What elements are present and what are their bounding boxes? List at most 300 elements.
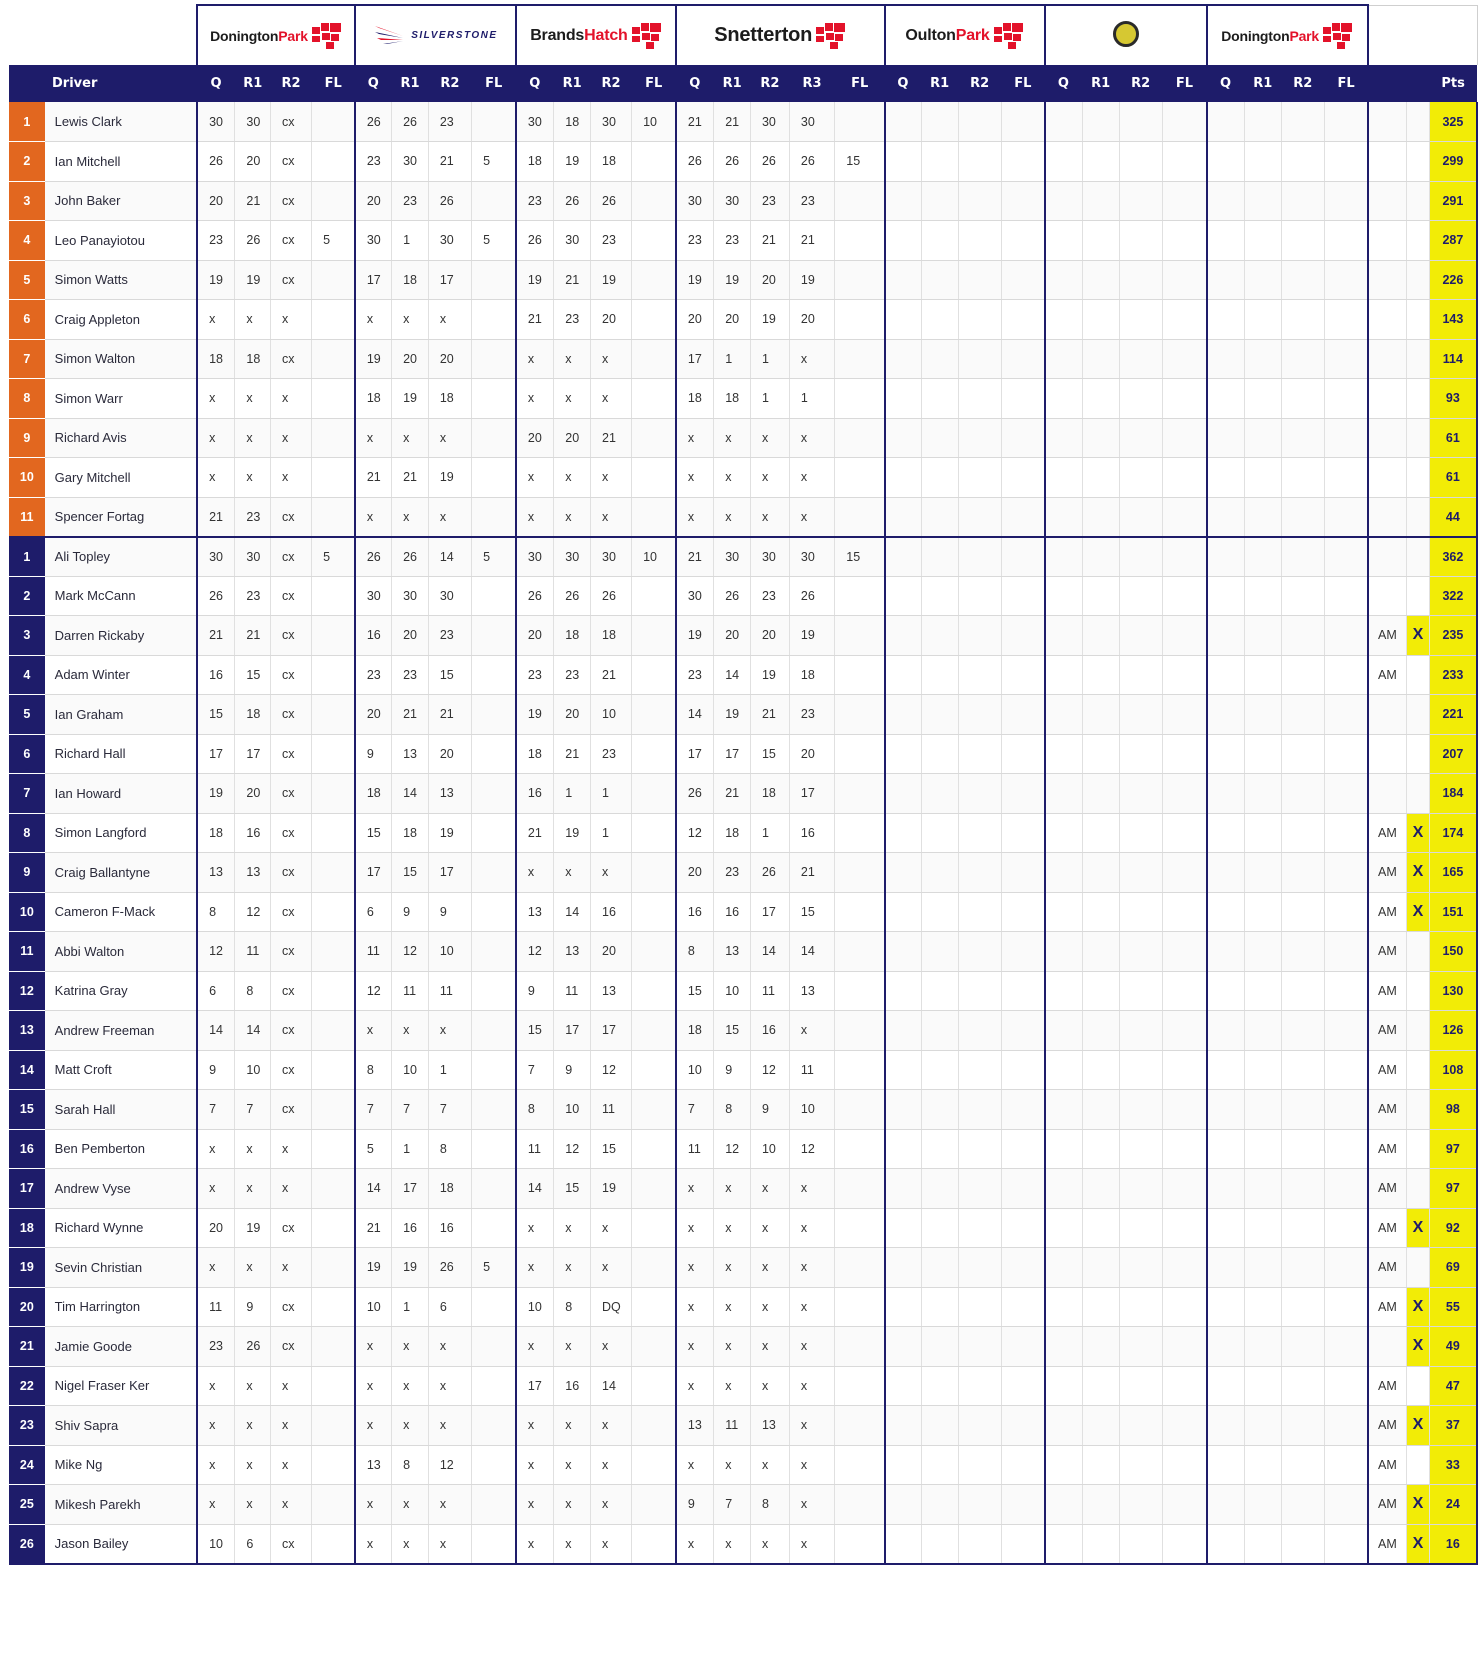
driver-name[interactable]: Cameron F-Mack (45, 892, 197, 932)
result-cell: 11 (392, 971, 429, 1011)
result-cell: 30 (355, 576, 392, 616)
result-cell: 23 (789, 695, 834, 735)
table-row[interactable] (9, 971, 1477, 1011)
result-cell (921, 221, 958, 261)
result-cell: x (428, 497, 471, 537)
result-cell (958, 853, 1001, 893)
result-cell (1281, 1169, 1324, 1209)
result-cell (1082, 1366, 1119, 1406)
driver-name[interactable]: Shiv Sapra (45, 1406, 197, 1446)
result-cell: x (591, 339, 632, 379)
driver-name[interactable]: Leo Panayiotou (45, 221, 197, 261)
result-cell: 8 (554, 1287, 591, 1327)
table-row[interactable] (9, 300, 1477, 340)
result-cell: 7 (516, 1050, 554, 1090)
result-cell: 10 (676, 1050, 714, 1090)
driver-name[interactable]: Spencer Fortag (45, 497, 197, 537)
table-row[interactable] (9, 418, 1477, 458)
driver-name[interactable]: Andrew Freeman (45, 1011, 197, 1051)
result-cell: x (271, 1485, 312, 1525)
result-cell (1281, 1050, 1324, 1090)
position-cell: 11 (9, 932, 45, 972)
result-cell (1082, 1327, 1119, 1367)
result-cell: x (235, 1248, 271, 1288)
result-cell (312, 379, 355, 419)
result-cell (1244, 1129, 1281, 1169)
result-cell: x (789, 497, 834, 537)
result-cell: x (554, 853, 591, 893)
result-cell (1281, 1129, 1324, 1169)
points-cell: 49 (1429, 1327, 1477, 1367)
result-cell: 30 (554, 537, 591, 577)
result-cell: x (714, 1287, 751, 1327)
result-cell (885, 1445, 922, 1485)
x-marker-cell (1407, 379, 1430, 419)
points-cell: 287 (1429, 221, 1477, 261)
am-class-cell (1368, 734, 1407, 774)
table-row[interactable] (9, 734, 1477, 774)
result-cell: 11 (591, 1090, 632, 1130)
result-cell (958, 458, 1001, 498)
result-cell: 15 (428, 655, 471, 695)
result-cell (472, 932, 516, 972)
result-cell (1082, 616, 1119, 656)
table-row[interactable] (9, 497, 1477, 537)
result-cell: 23 (789, 181, 834, 221)
table-row[interactable] (9, 458, 1477, 498)
driver-name[interactable]: Ian Graham (45, 695, 197, 735)
result-cell (1162, 1366, 1206, 1406)
am-class-cell: AM (1368, 971, 1407, 1011)
result-cell: 8 (516, 1090, 554, 1130)
result-cell: 21 (789, 853, 834, 893)
result-cell (1207, 1248, 1245, 1288)
driver-name[interactable]: Sarah Hall (45, 1090, 197, 1130)
result-cell (921, 1090, 958, 1130)
result-cell: 12 (355, 971, 392, 1011)
result-cell (1324, 1524, 1367, 1564)
points-cell: 130 (1429, 971, 1477, 1011)
result-cell (312, 1090, 355, 1130)
result-cell (312, 1169, 355, 1209)
am-class-cell: AM (1368, 1406, 1407, 1446)
result-cell: 21 (554, 734, 591, 774)
result-cell: 8 (392, 1445, 429, 1485)
result-cell: x (197, 458, 235, 498)
position-cell: 9 (9, 853, 45, 893)
result-cell (1324, 1327, 1367, 1367)
table-row[interactable] (9, 655, 1477, 695)
result-cell: 9 (428, 892, 471, 932)
driver-name[interactable]: Darren Rickaby (45, 616, 197, 656)
driver-name[interactable]: Ali Topley (45, 537, 197, 577)
result-cell: 23 (516, 655, 554, 695)
result-cell (885, 892, 922, 932)
result-cell (1045, 339, 1083, 379)
result-cell: 13 (516, 892, 554, 932)
result-cell (958, 260, 1001, 300)
result-cell (885, 1248, 922, 1288)
result-cell: x (591, 1248, 632, 1288)
driver-name[interactable]: Nigel Fraser Ker (45, 1366, 197, 1406)
driver-name[interactable]: Andrew Vyse (45, 1169, 197, 1209)
result-cell: 20 (554, 418, 591, 458)
result-cell (921, 181, 958, 221)
result-cell: 30 (355, 221, 392, 261)
driver-name[interactable]: Abbi Walton (45, 932, 197, 972)
table-row[interactable] (9, 576, 1477, 616)
result-cell (1324, 102, 1367, 142)
result-cell (1162, 1208, 1206, 1248)
result-cell (885, 774, 922, 814)
result-cell: x (750, 1208, 789, 1248)
table-row[interactable] (9, 892, 1477, 932)
table-row[interactable] (9, 932, 1477, 972)
result-cell: x (789, 1327, 834, 1367)
session-header: FL (835, 65, 885, 102)
table-row[interactable] (9, 260, 1477, 300)
result-cell: 10 (197, 1524, 235, 1564)
result-cell: 18 (516, 734, 554, 774)
result-cell: 18 (676, 1011, 714, 1051)
driver-name[interactable]: Ian Howard (45, 774, 197, 814)
table-row[interactable] (9, 1011, 1477, 1051)
driver-name[interactable]: Craig Ballantyne (45, 853, 197, 893)
result-cell (472, 102, 516, 142)
table-row[interactable] (9, 1366, 1477, 1406)
result-cell: 6 (428, 1287, 471, 1327)
result-cell (1207, 1050, 1245, 1090)
driver-name[interactable]: Jason Bailey (45, 1524, 197, 1564)
driver-name[interactable]: Tim Harrington (45, 1287, 197, 1327)
result-cell: 30 (235, 102, 271, 142)
result-cell: 26 (355, 102, 392, 142)
result-cell: 30 (750, 102, 789, 142)
track-name-a: Donington (1221, 27, 1290, 44)
result-cell: x (676, 1287, 714, 1327)
result-cell (1281, 1011, 1324, 1051)
result-cell (1162, 181, 1206, 221)
table-row[interactable] (9, 1524, 1477, 1564)
result-cell (1244, 1248, 1281, 1288)
x-marker-cell: X (1407, 853, 1430, 893)
points-cell: 299 (1429, 142, 1477, 182)
result-cell (885, 1524, 922, 1564)
result-cell (1001, 221, 1044, 261)
result-cell (1119, 1524, 1162, 1564)
points-cell: 47 (1429, 1366, 1477, 1406)
position-cell: 7 (9, 339, 45, 379)
driver-name[interactable]: Lewis Clark (45, 102, 197, 142)
result-cell (1001, 774, 1044, 814)
driver-name[interactable]: Katrina Gray (45, 971, 197, 1011)
table-row[interactable] (9, 102, 1477, 142)
result-cell (835, 892, 885, 932)
driver-name[interactable]: Simon Warr (45, 379, 197, 419)
result-cell: x (750, 1524, 789, 1564)
result-cell: 19 (355, 339, 392, 379)
table-row[interactable] (9, 142, 1477, 182)
result-cell (885, 1090, 922, 1130)
position-cell: 21 (9, 1327, 45, 1367)
points-cell: 325 (1429, 102, 1477, 142)
result-cell: 10 (235, 1050, 271, 1090)
result-cell: x (271, 379, 312, 419)
result-cell (1244, 1485, 1281, 1525)
table-row[interactable] (9, 1208, 1477, 1248)
result-cell (1207, 221, 1245, 261)
result-cell (1119, 102, 1162, 142)
table-row[interactable] (9, 1327, 1477, 1367)
table-row[interactable] (9, 537, 1477, 577)
table-row[interactable] (9, 1090, 1477, 1130)
driver-name[interactable]: Simon Watts (45, 260, 197, 300)
driver-name[interactable]: Ian Mitchell (45, 142, 197, 182)
result-cell (1281, 774, 1324, 814)
am-class-cell: AM (1368, 1524, 1407, 1564)
driver-name[interactable]: Jamie Goode (45, 1327, 197, 1367)
table-row[interactable] (9, 339, 1477, 379)
position-cell: 22 (9, 1366, 45, 1406)
result-cell (835, 102, 885, 142)
result-cell (1244, 932, 1281, 972)
driver-name[interactable]: Matt Croft (45, 1050, 197, 1090)
result-cell (1324, 1406, 1367, 1446)
result-cell (1281, 221, 1324, 261)
result-cell: 18 (591, 142, 632, 182)
result-cell (312, 853, 355, 893)
result-cell (1001, 892, 1044, 932)
track-logo (373, 22, 497, 49)
track-name (210, 28, 308, 44)
track-logo (1113, 21, 1139, 47)
am-class-cell: AM (1368, 1248, 1407, 1288)
result-cell (885, 102, 922, 142)
result-cell: cx (271, 1090, 312, 1130)
result-cell (835, 418, 885, 458)
result-cell (1162, 1287, 1206, 1327)
result-cell (1082, 1485, 1119, 1525)
x-marker-cell (1407, 142, 1430, 182)
result-cell (1244, 695, 1281, 735)
result-cell: 30 (714, 537, 751, 577)
result-cell (921, 1445, 958, 1485)
result-cell (835, 1287, 885, 1327)
result-cell: 16 (591, 892, 632, 932)
result-cell (1119, 1406, 1162, 1446)
result-cell: x (714, 1327, 751, 1367)
result-cell (958, 616, 1001, 656)
result-cell (312, 1327, 355, 1367)
result-cell (1119, 971, 1162, 1011)
result-cell (958, 379, 1001, 419)
table-row[interactable] (9, 813, 1477, 853)
driver-name[interactable]: Mark McCann (45, 576, 197, 616)
am-class-cell: AM (1368, 1050, 1407, 1090)
result-cell: x (235, 1129, 271, 1169)
table-row[interactable] (9, 221, 1477, 261)
result-cell: cx (271, 1050, 312, 1090)
result-cell (1244, 1208, 1281, 1248)
result-cell: 10 (554, 1090, 591, 1130)
driver-name[interactable]: Richard Wynne (45, 1208, 197, 1248)
result-cell: 1 (750, 379, 789, 419)
driver-name[interactable]: Ben Pemberton (45, 1129, 197, 1169)
result-cell (1244, 1445, 1281, 1485)
result-cell (885, 932, 922, 972)
session-header: R3 (789, 65, 834, 102)
points-cell: 114 (1429, 339, 1477, 379)
result-cell: 30 (428, 576, 471, 616)
result-cell (1045, 260, 1083, 300)
result-cell (1244, 379, 1281, 419)
x-marker-cell (1407, 221, 1430, 261)
result-cell: 8 (197, 892, 235, 932)
result-cell: 18 (554, 616, 591, 656)
result-cell (312, 932, 355, 972)
result-cell: x (392, 497, 429, 537)
x-marker-cell: X (1407, 1208, 1430, 1248)
result-cell (312, 616, 355, 656)
result-cell (1162, 1445, 1206, 1485)
result-cell (1207, 379, 1245, 419)
result-cell: 15 (591, 1129, 632, 1169)
position-cell: 3 (9, 616, 45, 656)
table-row[interactable] (9, 1287, 1477, 1327)
driver-name[interactable]: Richard Avis (45, 418, 197, 458)
driver-name[interactable]: Simon Langford (45, 813, 197, 853)
result-cell (1001, 1524, 1044, 1564)
result-cell (1119, 1050, 1162, 1090)
result-cell: cx (271, 537, 312, 577)
result-cell (1207, 1090, 1245, 1130)
result-cell (1244, 774, 1281, 814)
am-class-cell (1368, 695, 1407, 735)
result-cell: x (516, 339, 554, 379)
result-cell: 20 (676, 300, 714, 340)
result-cell (1045, 1090, 1083, 1130)
result-cell (835, 695, 885, 735)
table-row[interactable] (9, 1169, 1477, 1209)
result-cell (632, 971, 676, 1011)
am-class-cell: AM (1368, 1169, 1407, 1209)
result-cell: 10 (355, 1287, 392, 1327)
driver-name[interactable]: Simon Walton (45, 339, 197, 379)
driver-name[interactable]: Mike Ng (45, 1445, 197, 1485)
result-cell: x (554, 1208, 591, 1248)
result-cell (1082, 458, 1119, 498)
result-cell (1119, 813, 1162, 853)
result-cell (1119, 300, 1162, 340)
result-cell (632, 1287, 676, 1327)
track-logo-6 (1045, 5, 1207, 65)
points-cell: 97 (1429, 1129, 1477, 1169)
result-cell (1162, 813, 1206, 853)
result-cell: 18 (235, 339, 271, 379)
table-row[interactable] (9, 695, 1477, 735)
result-cell: 9 (516, 971, 554, 1011)
result-cell (1001, 655, 1044, 695)
table-row[interactable] (9, 774, 1477, 814)
x-marker-cell (1407, 181, 1430, 221)
driver-name[interactable]: Richard Hall (45, 734, 197, 774)
result-cell: cx (271, 853, 312, 893)
result-cell (632, 1129, 676, 1169)
result-cell (1281, 260, 1324, 300)
am-class-cell: AM (1368, 892, 1407, 932)
table-row[interactable] (9, 1445, 1477, 1485)
am-class-cell (1368, 300, 1407, 340)
points-cell: 126 (1429, 1011, 1477, 1051)
points-cell: 97 (1429, 1169, 1477, 1209)
result-cell (1045, 1445, 1083, 1485)
table-row[interactable] (9, 616, 1477, 656)
result-cell (958, 1406, 1001, 1446)
result-cell: 6 (197, 971, 235, 1011)
result-cell: 20 (750, 260, 789, 300)
driver-name[interactable]: Gary Mitchell (45, 458, 197, 498)
result-cell (921, 1050, 958, 1090)
result-cell (1244, 1327, 1281, 1367)
result-cell (632, 1248, 676, 1288)
points-cell: 322 (1429, 576, 1477, 616)
result-cell (1244, 853, 1281, 893)
driver-name[interactable]: Mikesh Parekh (45, 1485, 197, 1525)
result-cell: 18 (392, 260, 429, 300)
result-cell (1001, 1485, 1044, 1525)
result-cell: x (516, 458, 554, 498)
result-cell: 8 (750, 1485, 789, 1525)
result-cell (312, 1445, 355, 1485)
table-row[interactable] (9, 1485, 1477, 1525)
result-cell: x (750, 1169, 789, 1209)
result-cell: 30 (197, 102, 235, 142)
result-cell (1119, 774, 1162, 814)
driver-name[interactable]: Craig Appleton (45, 300, 197, 340)
result-cell: x (676, 1366, 714, 1406)
table-row[interactable] (9, 1248, 1477, 1288)
position-cell: 15 (9, 1090, 45, 1130)
result-cell: 18 (676, 379, 714, 419)
result-cell: 18 (197, 813, 235, 853)
table-row[interactable] (9, 1406, 1477, 1446)
result-cell: 30 (591, 102, 632, 142)
driver-name[interactable]: Adam Winter (45, 655, 197, 695)
result-cell (1162, 418, 1206, 458)
result-cell (1045, 1011, 1083, 1051)
x-marker-cell (1407, 1248, 1430, 1288)
table-row[interactable] (9, 379, 1477, 419)
table-row[interactable] (9, 1050, 1477, 1090)
am-class-cell (1368, 774, 1407, 814)
result-cell (472, 1327, 516, 1367)
position-cell: 13 (9, 1011, 45, 1051)
position-cell: 9 (9, 418, 45, 458)
table-row[interactable] (9, 853, 1477, 893)
msv-flag-icon (1323, 23, 1353, 49)
table-row[interactable] (9, 181, 1477, 221)
result-cell (1119, 932, 1162, 972)
driver-name[interactable]: John Baker (45, 181, 197, 221)
result-cell (312, 892, 355, 932)
driver-name[interactable]: Sevin Christian (45, 1248, 197, 1288)
table-row[interactable] (9, 1129, 1477, 1169)
position-cell: 5 (9, 260, 45, 300)
result-cell (885, 379, 922, 419)
result-cell (312, 1485, 355, 1525)
result-cell: 14 (235, 1011, 271, 1051)
result-cell (1244, 1050, 1281, 1090)
